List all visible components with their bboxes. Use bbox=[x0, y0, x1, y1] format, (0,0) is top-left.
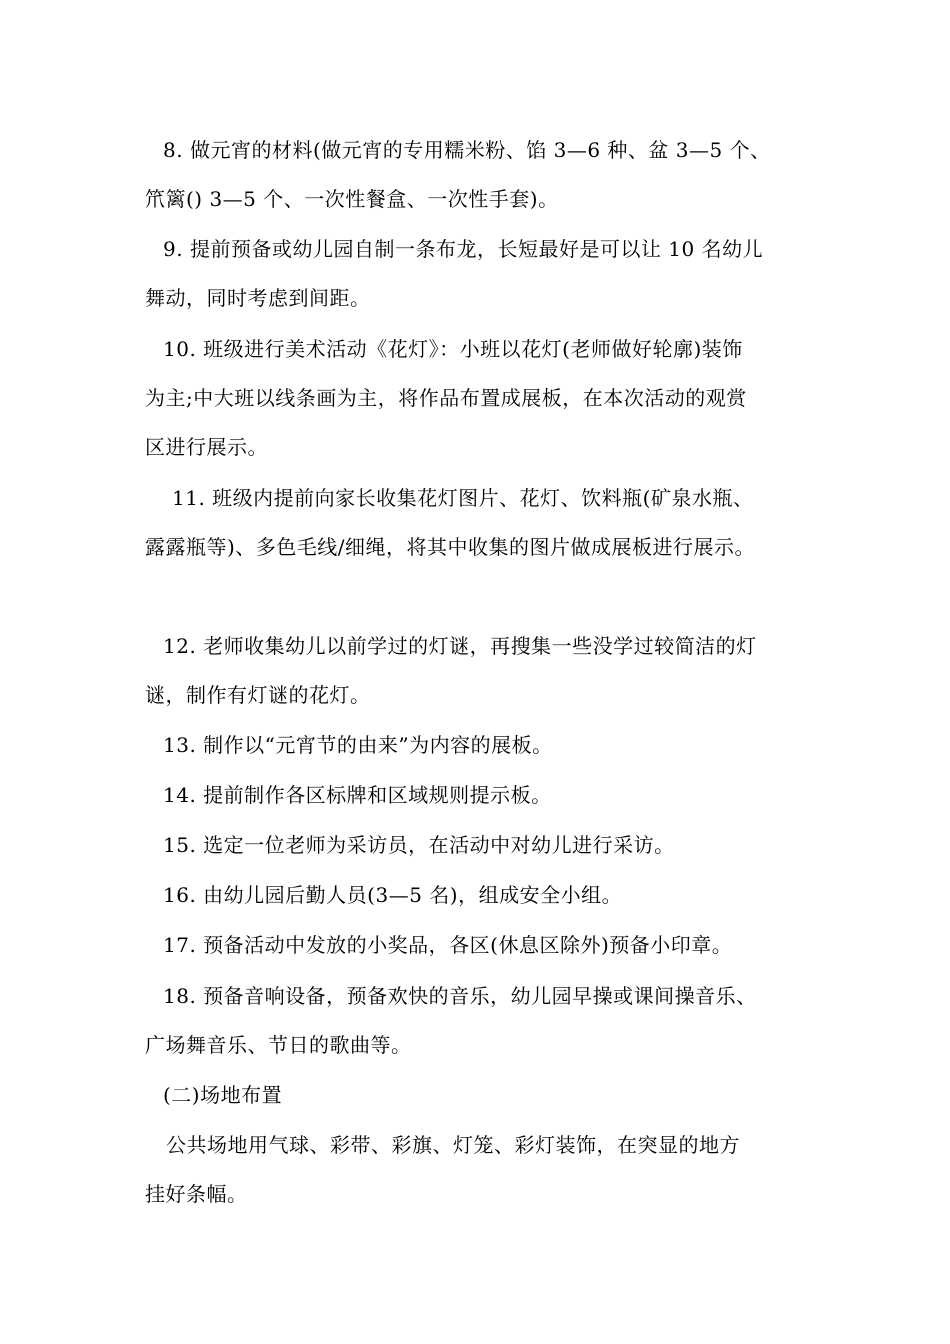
item-8-line-1: 8. 做元宵的材料(做元宵的专用糯米粉、馅 3—6 种、盆 3—5 个、 bbox=[163, 138, 771, 162]
item-12-line-1: 12. 老师收集幼儿以前学过的灯谜，再搜集一些没学过较简洁的灯 bbox=[163, 634, 757, 658]
section-heading-venue: (二)场地布置 bbox=[163, 1083, 283, 1107]
item-10-line-3: 区进行展示。 bbox=[145, 435, 268, 459]
item-13-line-1: 13. 制作以“元宵节的由来”为内容的展板。 bbox=[163, 733, 553, 757]
venue-paragraph-line-2: 挂好条幅。 bbox=[145, 1182, 248, 1206]
item-18-line-1: 18. 预备音响设备，预备欢快的音乐，幼儿园早操或课间操音乐、 bbox=[163, 984, 757, 1008]
item-9-line-1: 9. 提前预备或幼儿园自制一条布龙，长短最好是可以让 10 名幼儿 bbox=[163, 237, 764, 261]
item-10-line-1: 10. 班级进行美术活动《花灯》：小班以花灯(老师做好轮廓)装饰 bbox=[163, 337, 743, 361]
item-14-line-1: 14. 提前制作各区标牌和区域规则提示板。 bbox=[163, 783, 552, 807]
item-8-line-2: 笊篱() 3—5 个、一次性餐盒、一次性手套)。 bbox=[145, 187, 559, 211]
item-10-line-2: 为主;中大班以线条画为主，将作品布置成展板，在本次活动的观赏 bbox=[145, 386, 747, 410]
item-9-line-2: 舞动，同时考虑到间距。 bbox=[145, 286, 371, 310]
item-11-line-1: 11. 班级内提前向家长收集花灯图片、花灯、饮料瓶(矿泉水瓶、 bbox=[172, 486, 754, 510]
item-17-line-1: 17. 预备活动中发放的小奖品，各区(休息区除外)预备小印章。 bbox=[163, 933, 733, 957]
venue-paragraph-line-1: 公共场地用气球、彩带、彩旗、灯笼、彩灯装饰，在突显的地方 bbox=[166, 1133, 740, 1157]
item-11-line-2: 露露瓶等)、多色毛线/细绳，将其中收集的图片做成展板进行展示。 bbox=[145, 535, 756, 559]
item-18-line-2: 广场舞音乐、节日的歌曲等。 bbox=[145, 1033, 412, 1057]
item-15-line-1: 15. 选定一位老师为采访员，在活动中对幼儿进行采访。 bbox=[163, 833, 675, 857]
item-12-line-2: 谜，制作有灯谜的花灯。 bbox=[145, 683, 371, 707]
item-16-line-1: 16. 由幼儿园后勤人员(3—5 名)，组成安全小组。 bbox=[163, 883, 623, 907]
